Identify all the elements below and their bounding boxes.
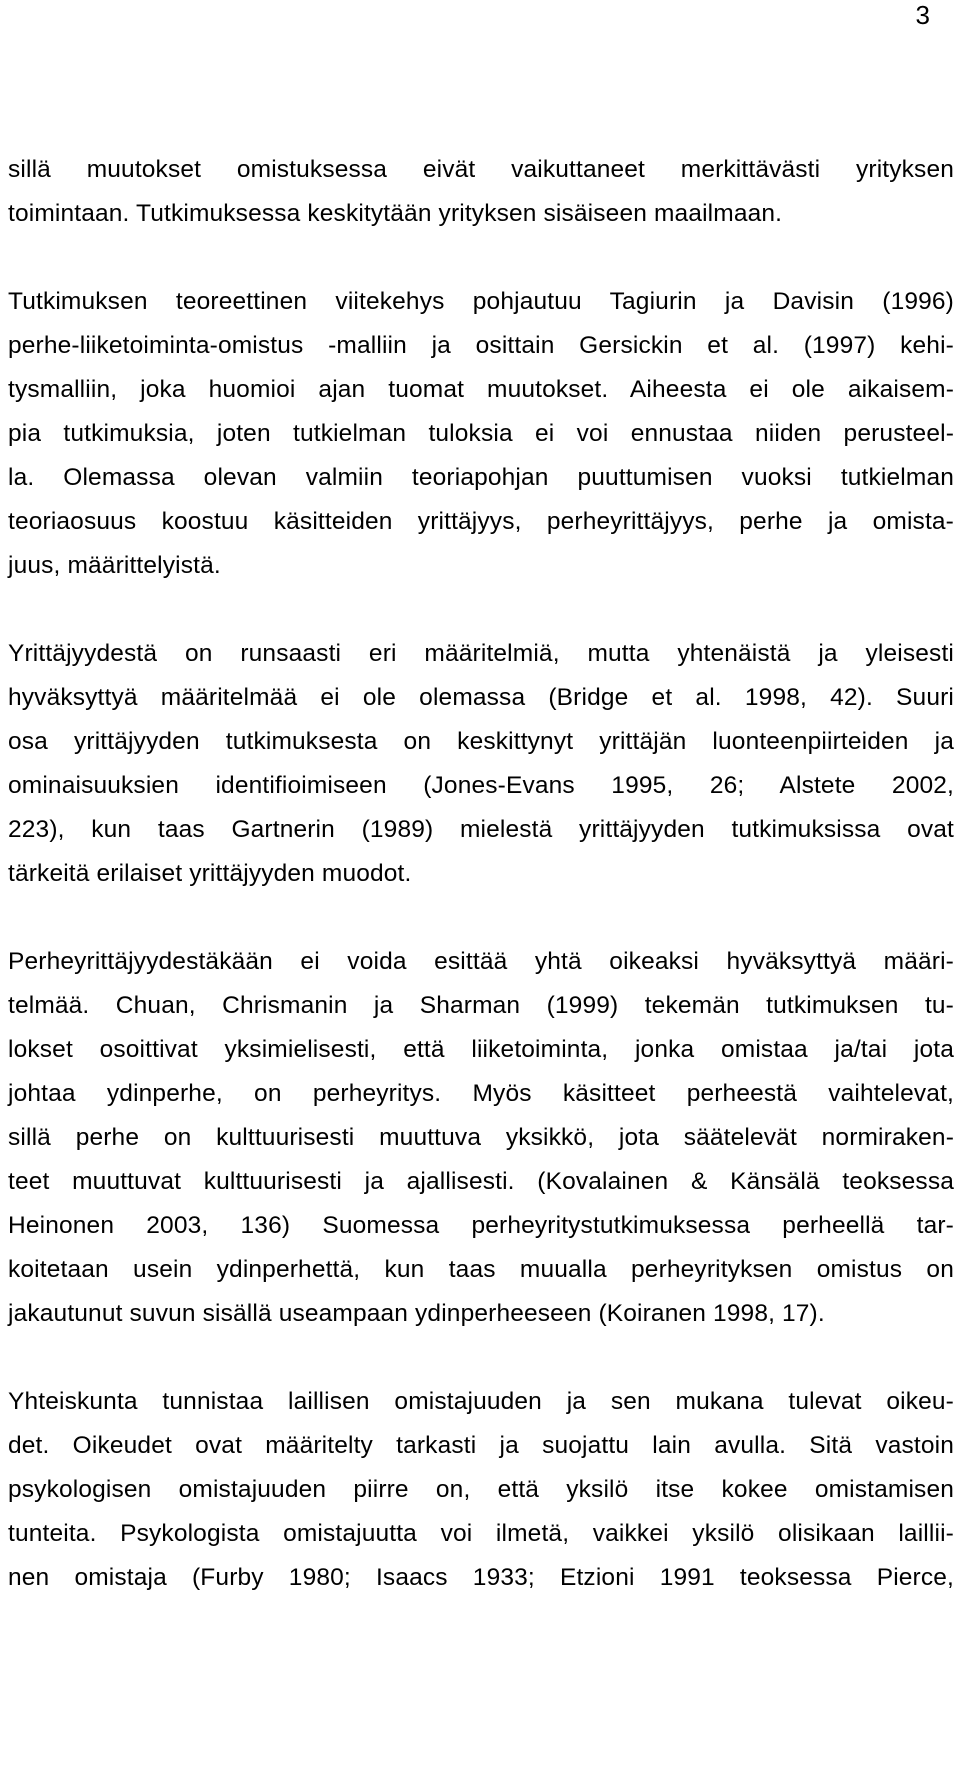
text-line: sillä muutokset omistuksessa eivät vaikuttaneet merkittävästi yrityksen [8, 156, 954, 183]
document-body [8, 148, 954, 1600]
text-line: tysmalliin, joka huomioi ajan tuomat muutokset. Aiheesta ei ole aikaisem- [8, 376, 954, 403]
text-line: psykologisen omistajuuden piirre on, että yksilö itse kokee omistamisen [8, 1476, 954, 1503]
text-line: teoriaosuus koostuu käsitteiden yrittäjyys, perheyrittäjyys, perhe ja omista- [8, 508, 954, 535]
text-line: telmää. Chuan, Chrismanin ja Sharman (1999) tekemän tutkimuksen tu- [8, 992, 954, 1019]
text-line: tärkeitä erilaiset yrittäjyyden muodot. [8, 860, 412, 887]
text-line: Yhteiskunta tunnistaa laillisen omistajuuden ja sen mukana tulevat oikeu- [8, 1388, 954, 1415]
paragraph-5 [8, 1380, 954, 1600]
paragraph-2 [8, 280, 954, 588]
text-line: hyväksyttyä määritelmää ei ole olemassa (Bridge et al. 1998, 42). Suuri [8, 684, 954, 711]
text-line: Perheyrittäjyydestäkään ei voida esittää yhtä oikeaksi hyväksyttyä määri- [8, 948, 954, 975]
text-line: Tutkimuksen teoreettinen viitekehys pohjautuu Tagiurin ja Davisin (1996) [8, 288, 954, 315]
text-line: osa yrittäjyyden tutkimuksesta on keskittynyt yrittäjän luonteenpiirteiden ja [8, 728, 954, 755]
text-line: lokset osoittivat yksimielisesti, että liiketoiminta, jonka omistaa ja/tai jota [8, 1036, 954, 1063]
text-line: la. Olemassa olevan valmiin teoriapohjan puuttumisen vuoksi tutkielman [8, 464, 954, 491]
text-line: Yrittäjyydestä on runsaasti eri määritelmiä, mutta yhtenäistä ja yleisesti [8, 640, 954, 667]
text-line: sillä perhe on kulttuurisesti muuttuva yksikkö, jota säätelevät normiraken- [8, 1124, 954, 1151]
paragraph-4 [8, 940, 954, 1336]
text-line: 223), kun taas Gartnerin (1989) mielestä yrittäjyyden tutkimuksissa ovat [8, 816, 954, 843]
paragraph-3 [8, 632, 954, 896]
text-line: Heinonen 2003, 136) Suomessa perheyritystutkimuksessa perheellä tar- [8, 1212, 954, 1239]
text-line: nen omistaja (Furby 1980; Isaacs 1933; Etzioni 1991 teoksessa Pierce, [8, 1564, 954, 1591]
text-line: teet muuttuvat kulttuurisesti ja ajallisesti. (Kovalainen & Känsälä teoksessa [8, 1168, 954, 1195]
paragraph-1 [8, 148, 954, 236]
text-line: det. Oikeudet ovat määritelty tarkasti ja suojattu lain avulla. Sitä vastoin [8, 1432, 954, 1459]
text-line: ominaisuuksien identifioimiseen (Jones-Evans 1995, 26; Alstete 2002, [8, 772, 954, 799]
text-line: tunteita. Psykologista omistajuutta voi ilmetä, vaikkei yksilö olisikaan laillii- [8, 1520, 954, 1547]
text-line: pia tutkimuksia, joten tutkielman tuloksia ei voi ennustaa niiden perusteel- [8, 420, 954, 447]
text-line: koitetaan usein ydinperhettä, kun taas muualla perheyrityksen omistus on [8, 1256, 954, 1283]
text-line: jakautunut suvun sisällä useampaan ydinperheeseen (Koiranen 1998, 17). [8, 1300, 825, 1327]
text-line: perhe-liiketoiminta-omistus -malliin ja osittain Gersickin et al. (1997) kehi- [8, 332, 954, 359]
page-number: 3 [915, 0, 930, 30]
text-line: toimintaan. Tutkimuksessa keskitytään yrityksen sisäiseen maailmaan. [8, 200, 783, 227]
text-line: johtaa ydinperhe, on perheyritys. Myös käsitteet perheestä vaihtelevat, [8, 1080, 954, 1107]
text-line: juus, määrittelyistä. [8, 552, 221, 579]
